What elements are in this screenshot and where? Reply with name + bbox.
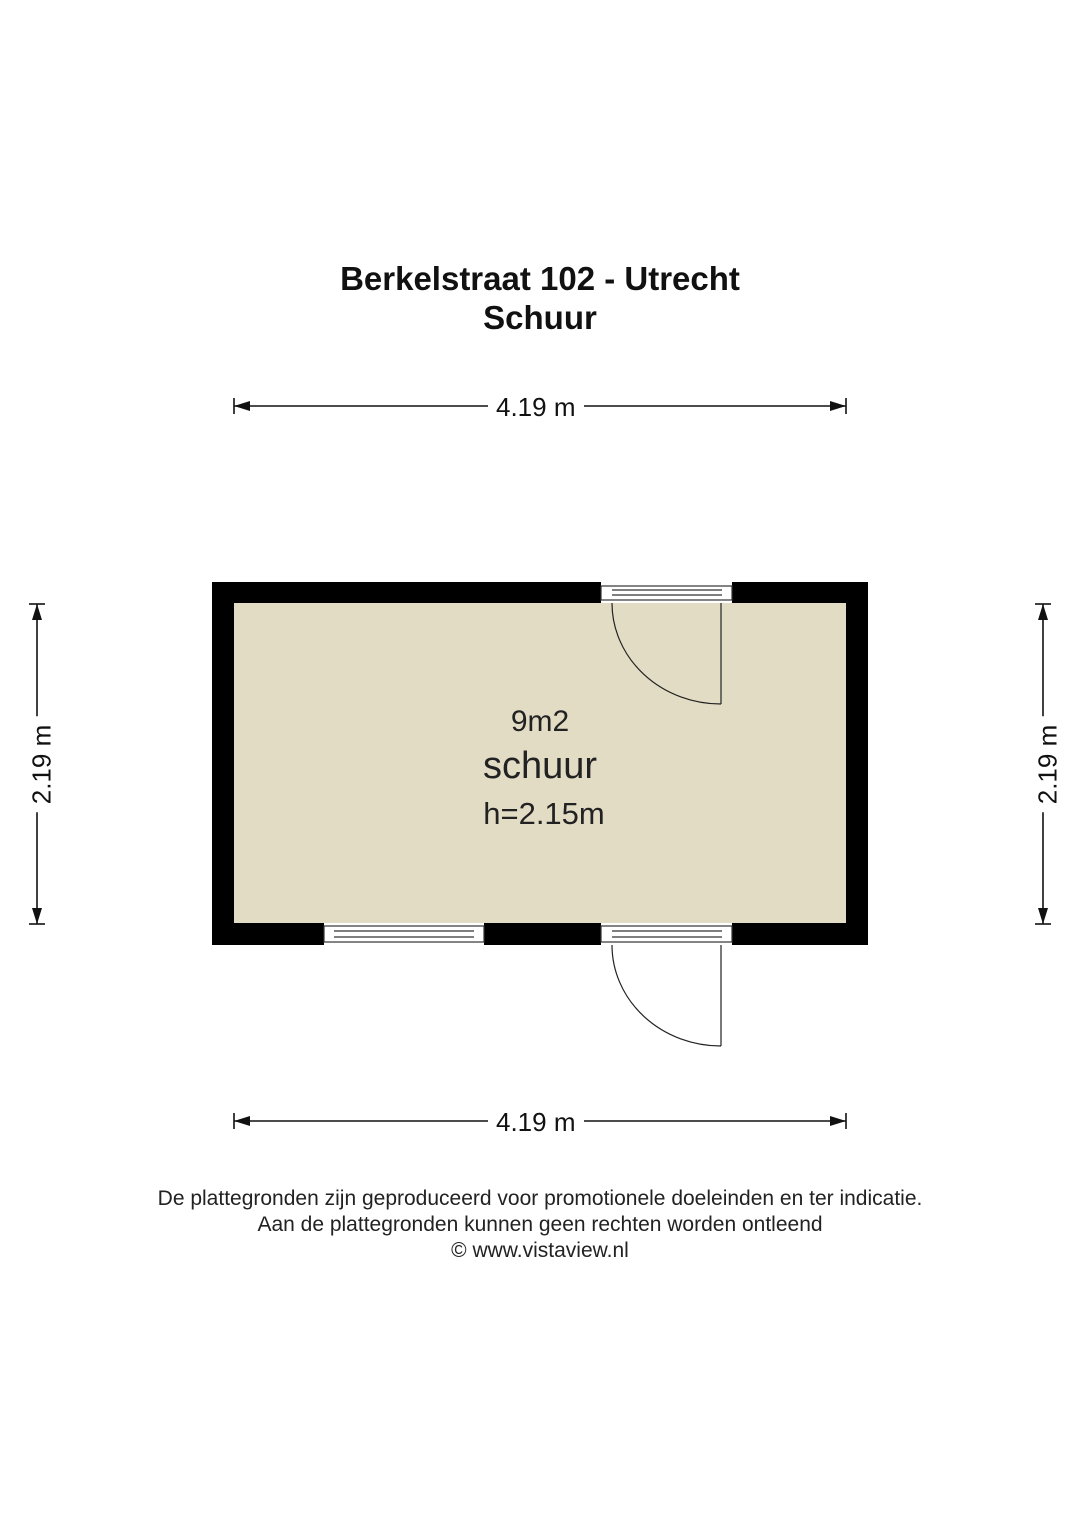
floor-title: Schuur [483,299,597,336]
bottom-door-swing [612,945,721,1046]
copyright-link[interactable]: © www.vistaview.nl [451,1239,629,1262]
top-width-label: 4.19 m [488,392,584,423]
bottom-window [324,926,484,942]
bottom-door-frame [601,926,732,942]
top-door-frame [601,586,732,600]
disclaimer-line-2: Aan de plattegronden kunnen geen rechten worden ontleend [257,1213,823,1236]
room-name: schuur [482,745,598,787]
left-height-label: 2.19 m [26,717,57,813]
room-area: 9m2 [510,705,570,738]
right-height-label: 2.19 m [1032,717,1063,813]
room-height: h=2.15m [483,796,605,831]
address-title: Berkelstraat 102 - Utrecht [340,260,740,297]
bottom-width-label: 4.19 m [488,1107,584,1138]
disclaimer-line-1: De plattegronden zijn geproduceerd voor promotionele doeleinden en ter indicatie. [157,1187,923,1210]
